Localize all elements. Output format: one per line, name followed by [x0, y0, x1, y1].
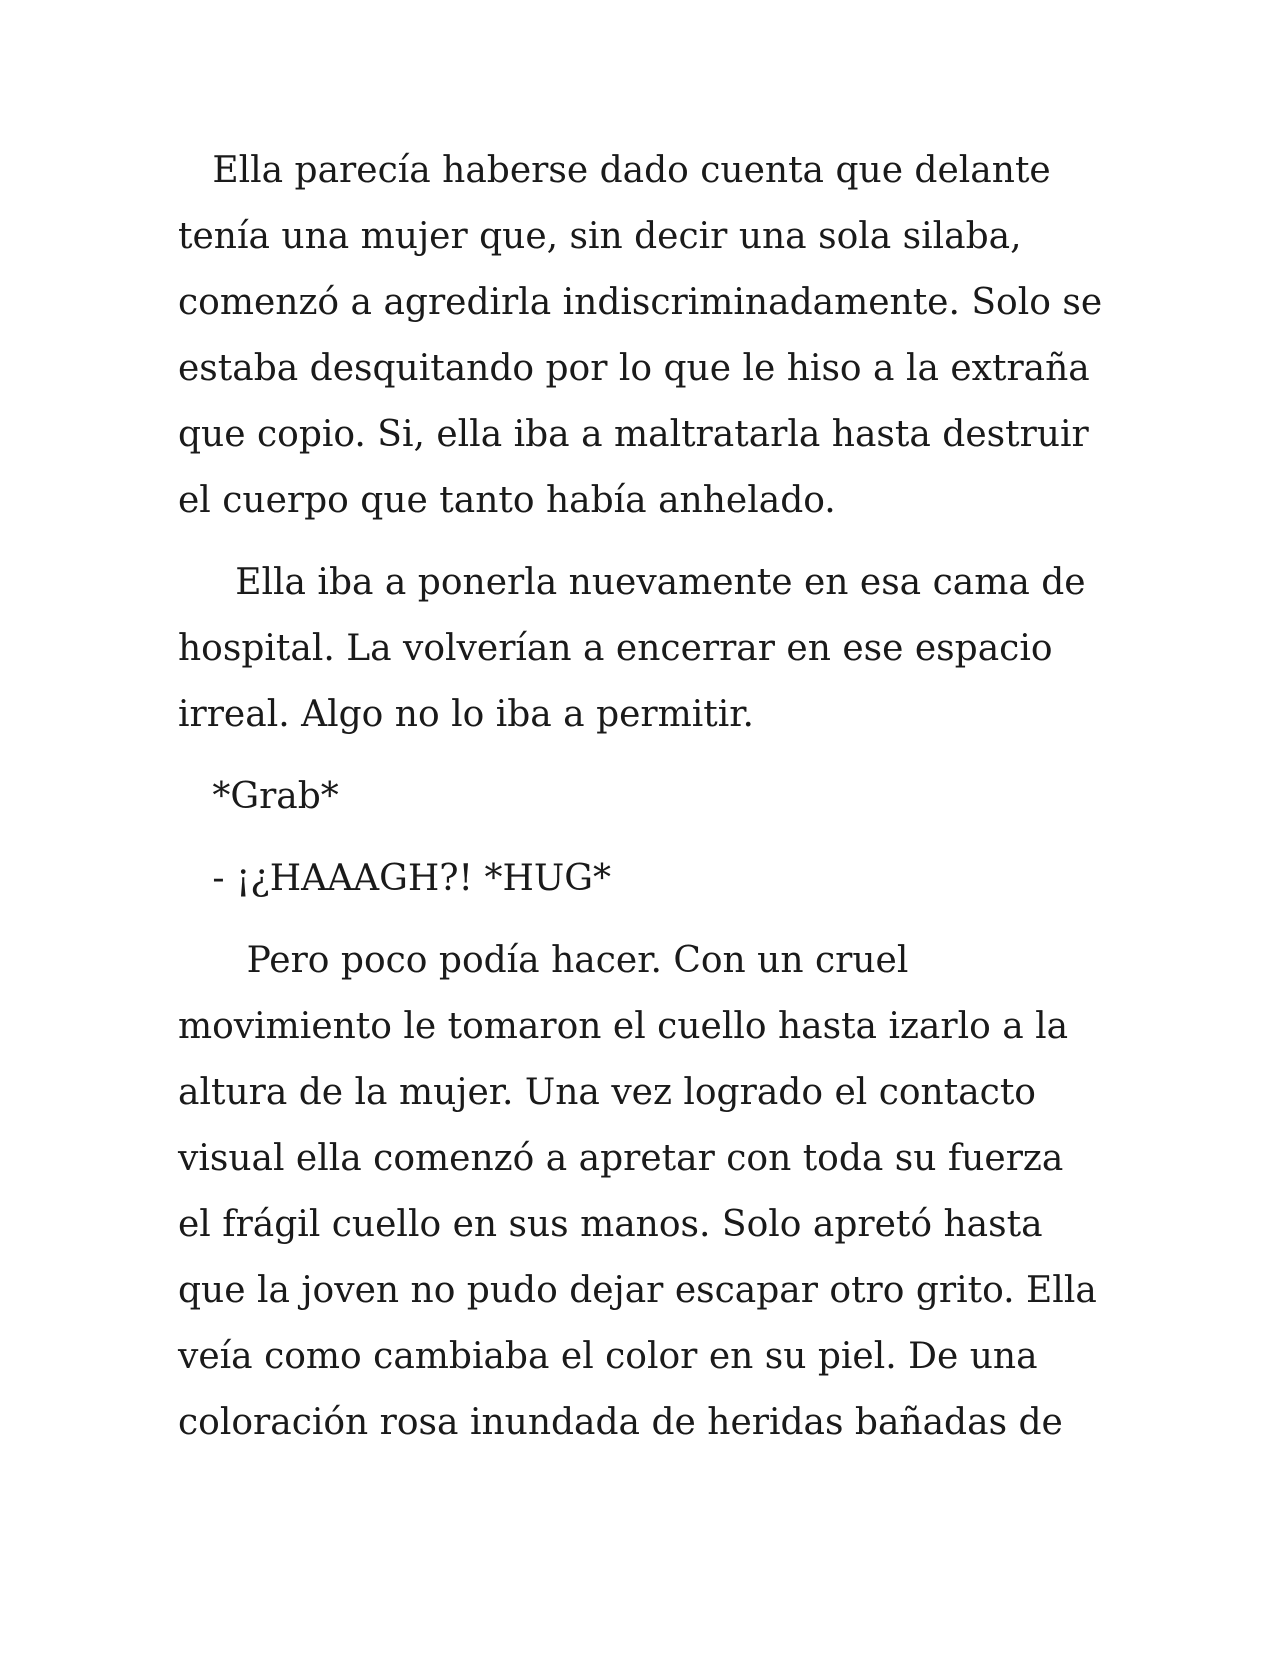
text-line: el frágil cuello en sus manos. Solo apretó hasta [178, 1204, 1043, 1245]
paragraph-1 [178, 138, 1118, 534]
text-line: Ella parecía haberse dado cuenta que delante [178, 150, 1051, 191]
paragraph-3 [178, 764, 1118, 830]
text-line: altura de la mujer. Una vez logrado el contacto [178, 1072, 1036, 1113]
text-line: tenía una mujer que, sin decir una sola silaba, [178, 216, 1022, 257]
text-line: coloración rosa inundada de heridas bañadas de [178, 1402, 1063, 1443]
text-line: comenzó a agredirla indiscriminadamente. Solo se [178, 282, 1103, 323]
text-line: Ella iba a ponerla nuevamente en esa cama de [178, 562, 1086, 603]
paragraph-2 [178, 550, 1118, 748]
text-line: Pero poco podía hacer. Con un cruel [178, 940, 909, 981]
text-line: visual ella comenzó a apretar con toda su fuerza [178, 1138, 1064, 1179]
text-line: *Grab* [178, 776, 339, 817]
text-line: veía como cambiaba el color en su piel. De una [178, 1336, 1038, 1377]
text-line: estaba desquitando por lo que le hiso a la extraña [178, 348, 1090, 389]
text-line: que la joven no pudo dejar escapar otro grito. Ella [178, 1270, 1097, 1311]
text-line: movimiento le tomaron el cuello hasta izarlo a la [178, 1006, 1069, 1047]
text-line: el cuerpo que tanto había anhelado. [178, 480, 836, 521]
text-line: que copio. Si, ella iba a maltratarla hasta destruir [178, 414, 1089, 455]
text-line: - ¡¿HAAAGH?! *HUG* [178, 858, 611, 899]
text-line: irreal. Algo no lo iba a permitir. [178, 694, 754, 735]
body-text [178, 138, 1118, 1456]
text-line: hospital. La volverían a encerrar en ese espacio [178, 628, 1053, 669]
paragraph-5 [178, 928, 1118, 1456]
paragraph-4 [178, 846, 1118, 912]
